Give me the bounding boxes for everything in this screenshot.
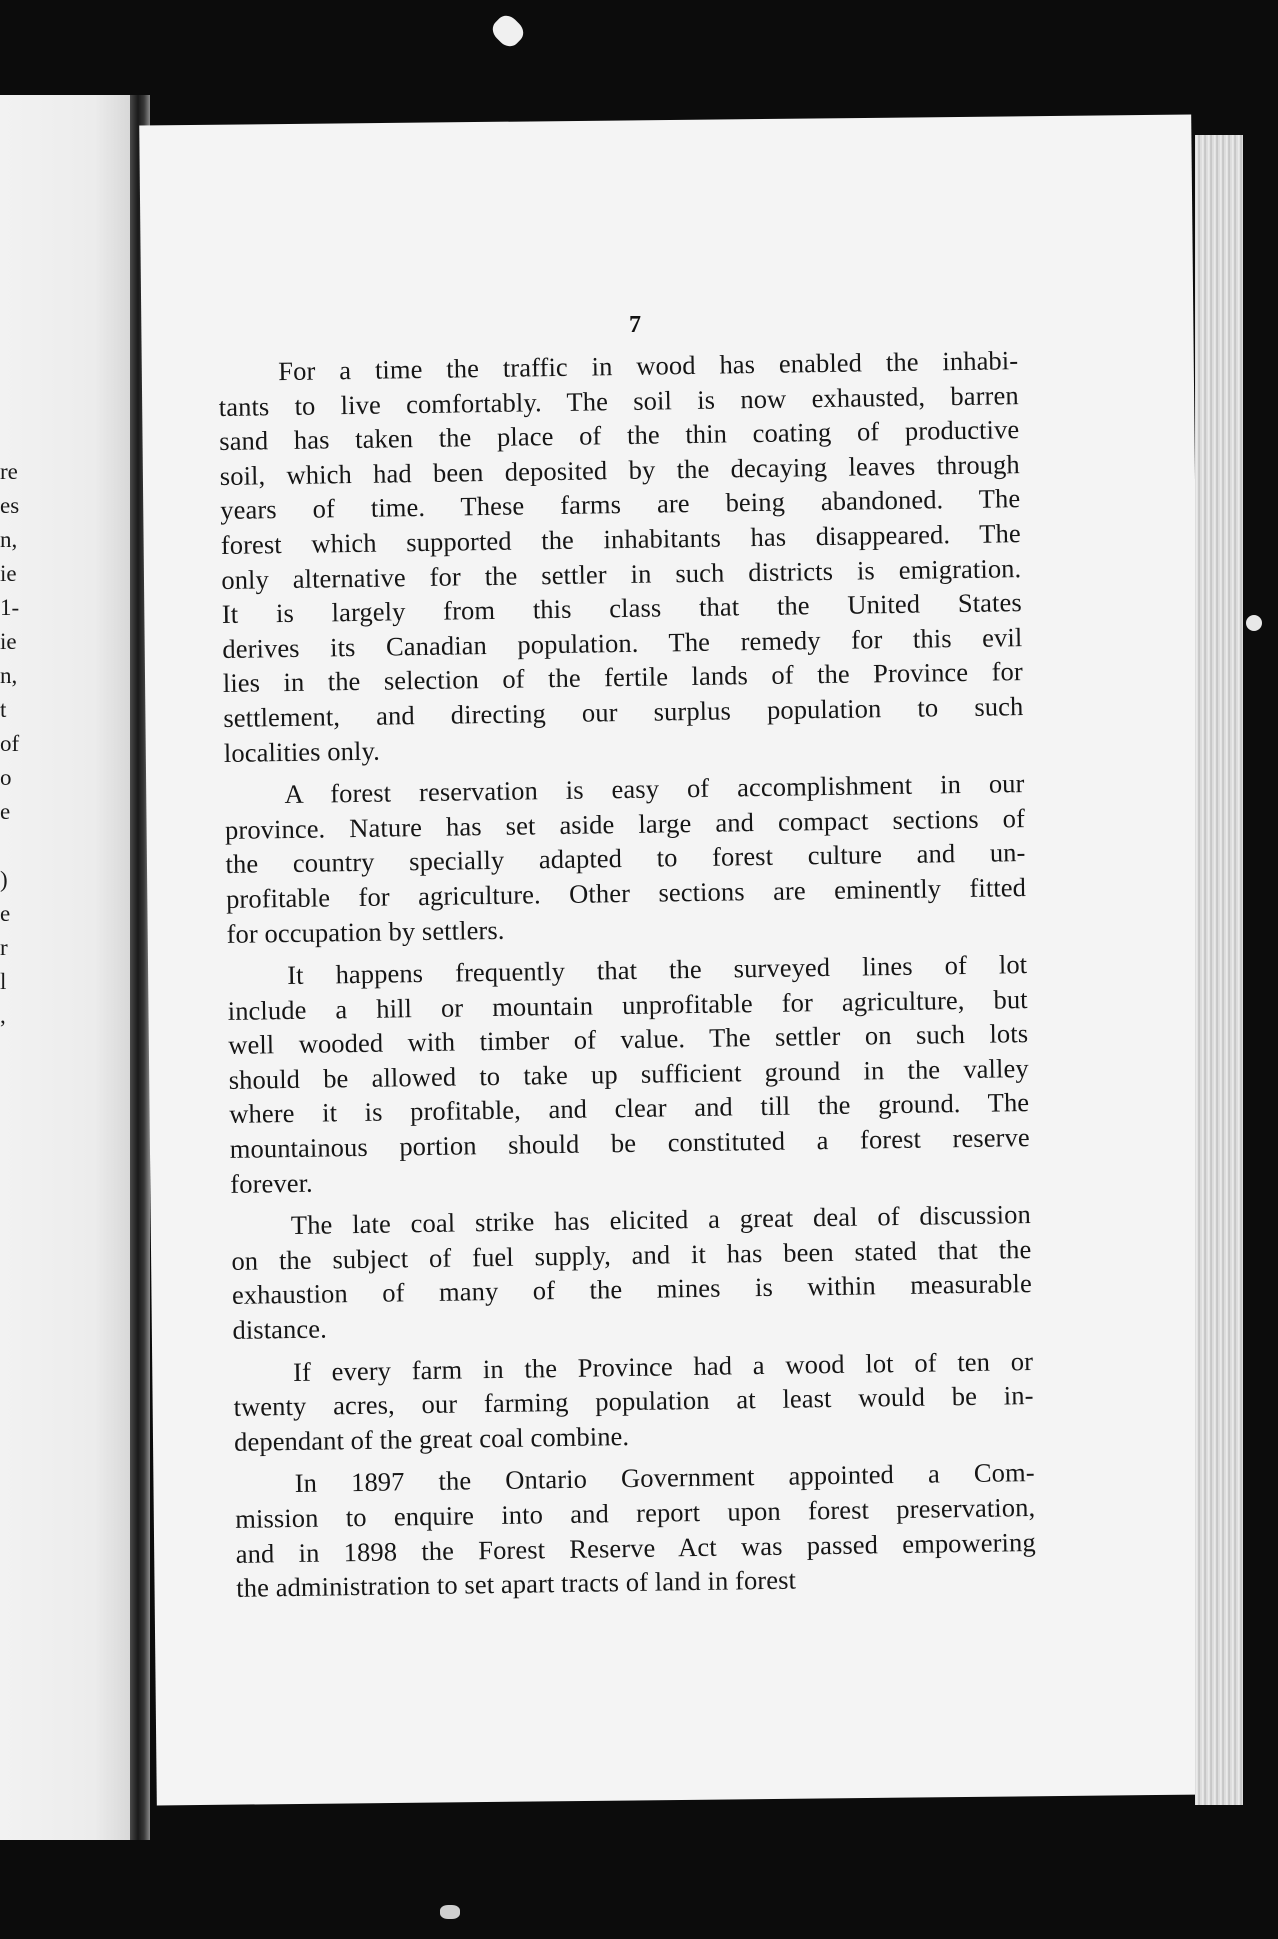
text-line: exhaustion of many of the mines is within measurable bbox=[231, 1268, 1033, 1311]
text-line: settlement, and directing our surplus population to such bbox=[223, 691, 1024, 733]
left-facing-page bbox=[0, 95, 135, 1840]
text-line: well wooded with timber of value. The settler on such lots bbox=[228, 1018, 1029, 1061]
text-line: derives its Canadian population. The remedy for this evil bbox=[222, 621, 1023, 664]
left-fragment bbox=[0, 829, 40, 863]
text-line: For a time the traffic in wood has enabled the inhabi- bbox=[278, 345, 1019, 387]
text-line: localities only. bbox=[223, 735, 381, 768]
text-line: forest which supported the inhabitants has disappeared. The bbox=[220, 518, 1021, 560]
scan-artifact-bottom bbox=[440, 1905, 460, 1919]
paragraph bbox=[218, 343, 1024, 770]
left-page-text-fragments bbox=[0, 455, 40, 1033]
paragraph bbox=[233, 1344, 1034, 1460]
left-fragment: l bbox=[0, 969, 7, 994]
paragraph bbox=[235, 1455, 1037, 1605]
text-line: and in 1898 the Forest Reserve Act was passed empowering bbox=[235, 1526, 1036, 1569]
paragraph bbox=[224, 766, 1026, 951]
text-line: profitable for agriculture. Other sections are eminently fitted bbox=[225, 871, 1027, 914]
text-line: It happens frequently that the surveyed lines of lot bbox=[286, 949, 1028, 991]
text-line: the country specially adapted to forest culture and un- bbox=[225, 837, 1026, 880]
text-line: distance. bbox=[232, 1313, 328, 1345]
text-line: In 1897 the Ontario Government appointed a Com- bbox=[294, 1457, 1035, 1499]
left-fragment: n, bbox=[0, 663, 18, 688]
left-fragment: re bbox=[0, 459, 18, 484]
text-line: forever. bbox=[230, 1167, 313, 1199]
text-line: on the subject of fuel supply, and it has been stated that the bbox=[231, 1233, 1032, 1276]
left-fragment: es bbox=[0, 493, 20, 518]
text-line: tants to live comfortably. The soil is now exhausted, barren bbox=[218, 379, 1019, 422]
left-fragment: ie bbox=[0, 629, 17, 654]
scan-artifact-top bbox=[488, 11, 528, 51]
left-fragment: e bbox=[0, 901, 11, 926]
text-line: years of time. These farms are being abandoned. The bbox=[220, 483, 1021, 526]
text-line: If every farm in the Province had a wood lot of ten or bbox=[292, 1345, 1034, 1387]
body-text bbox=[218, 343, 1037, 1614]
left-fragment: n, bbox=[0, 527, 18, 552]
page-number: 7 bbox=[629, 312, 641, 338]
text-line: It is largely from this class that the United States bbox=[221, 587, 1022, 630]
left-fragment: of bbox=[0, 731, 20, 756]
text-line: should be allowed to take up sufficient ground in the valley bbox=[228, 1052, 1029, 1095]
text-line: province. Nature has set aside large and compact sections of bbox=[224, 802, 1026, 845]
text-line: lies in the selection of the fertile lands of the Province for bbox=[222, 656, 1024, 699]
left-fragment: ) bbox=[0, 867, 8, 892]
left-fragment: , bbox=[0, 1003, 6, 1028]
left-fragment: t bbox=[0, 697, 7, 722]
left-fragment: o bbox=[0, 765, 12, 790]
text-line: dependant of the great coal combine. bbox=[233, 1420, 630, 1457]
text-line: the administration to set apart tracts of land in forest bbox=[236, 1564, 797, 1604]
text-line: soil, which had been deposited by the decaying leaves through bbox=[219, 448, 1020, 491]
text-line: sand has taken the place of the thin coating of productive bbox=[219, 414, 1020, 457]
text-line: mission to enquire into and report upon forest preservation, bbox=[235, 1492, 1036, 1534]
text-line: for occupation by settlers. bbox=[226, 914, 505, 949]
text-line: where it is profitable, and clear and till the ground. The bbox=[229, 1087, 1030, 1130]
text-line: A forest reservation is easy of accomplishment in our bbox=[284, 768, 1025, 810]
left-fragment: e bbox=[0, 799, 11, 824]
text-line: twenty acres, our farming population at least would be in- bbox=[233, 1380, 1034, 1423]
scan-artifact-right bbox=[1246, 615, 1262, 631]
paragraph bbox=[227, 947, 1031, 1201]
text-line: The late coal strike has elicited a great deal of discussion bbox=[290, 1199, 1032, 1241]
left-fragment: ie bbox=[0, 561, 17, 586]
text-line: mountainous portion should be constituted a forest reserve bbox=[229, 1122, 1030, 1164]
paragraph bbox=[231, 1197, 1033, 1347]
text-line: include a hill or mountain unprofitable for agriculture, but bbox=[227, 983, 1028, 1026]
page-edge bbox=[1195, 135, 1243, 1805]
text-line: only alternative for the settler in such districts is emigration. bbox=[221, 552, 1022, 595]
left-fragment: 1- bbox=[0, 595, 20, 620]
left-fragment: r bbox=[0, 935, 8, 960]
